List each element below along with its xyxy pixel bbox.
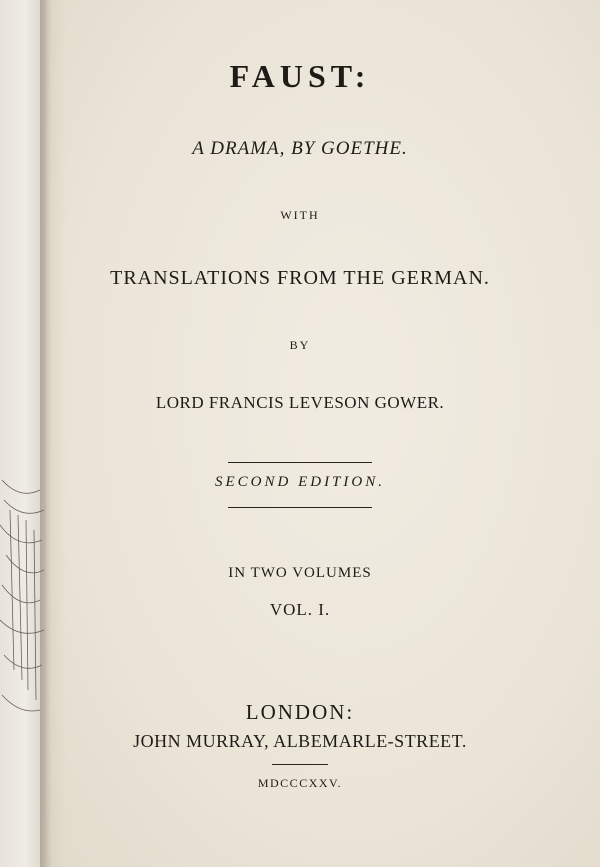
translations-line: TRANSLATIONS FROM THE GERMAN. xyxy=(110,267,490,289)
edition-rule-bottom xyxy=(228,507,372,508)
edition-label: SECOND EDITION. xyxy=(214,474,385,490)
imprint-rule xyxy=(272,764,328,765)
author-name: LORD FRANCIS LEVESON GOWER. xyxy=(155,393,445,412)
imprint-publisher: JOHN MURRAY, ALBEMARLE-STREET. xyxy=(133,731,467,751)
by-label: BY xyxy=(289,338,311,352)
volume-number: VOL. I. xyxy=(269,600,331,619)
book-title: FAUST: xyxy=(229,58,371,94)
imprint-city: LONDON: xyxy=(245,700,355,724)
imprint-date: MDCCCXXV. xyxy=(257,776,343,790)
with-label: WITH xyxy=(280,208,320,222)
edition-rule-top xyxy=(228,462,372,463)
book-subtitle: A DRAMA, BY GOETHE. xyxy=(192,138,408,159)
volumes-count: IN TWO VOLUMES xyxy=(228,565,372,581)
